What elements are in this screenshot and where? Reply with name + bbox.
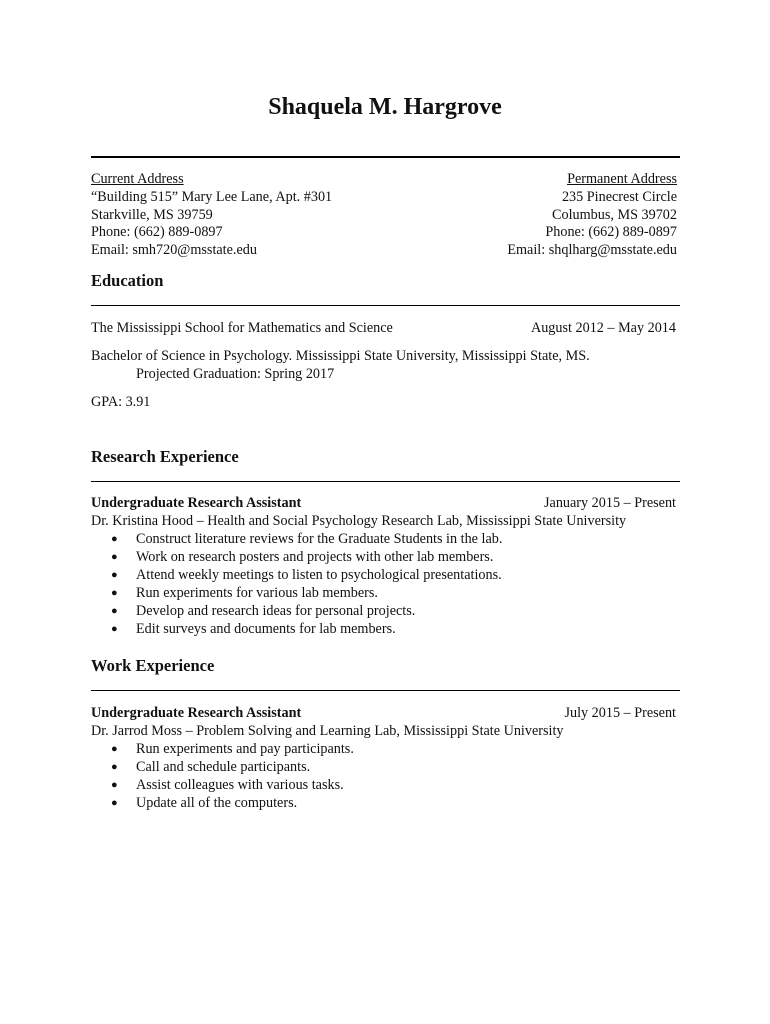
list-item: ● Run experiments for various lab members. <box>111 584 378 601</box>
work-dates: July 2015 – Present <box>564 705 676 721</box>
list-item: ● Develop and research ideas for personal projects. <box>111 602 416 619</box>
bullet-icon: ● <box>111 550 118 563</box>
list-item: ● Construct literature reviews for the Graduate Students in the lab. <box>111 531 503 547</box>
current-address-phone: Phone: (662) 889-0897 <box>91 224 223 241</box>
list-item: ● Edit surveys and documents for lab members. <box>111 620 396 637</box>
permanent-address-line2: Columbus, MS 39702 <box>552 206 677 223</box>
current-address-line2: Starkville, MS 39759 <box>91 206 213 223</box>
resume-name: Shaquela M. Hargrove <box>268 94 502 120</box>
list-item: ● Attend weekly meetings to listen to psychological presentations. <box>111 566 502 583</box>
bullet-icon: ● <box>111 622 118 635</box>
current-address-block <box>91 171 332 260</box>
work-heading: Work Experience <box>91 656 215 675</box>
permanent-address-block <box>507 171 677 260</box>
permanent-address-heading: Permanent Address <box>567 171 677 187</box>
research-divider <box>91 481 680 482</box>
education-heading: Education <box>91 271 164 290</box>
education-degree: Bachelor of Science in Psychology. Mississippi State University, Mississippi State, MS. <box>91 348 590 364</box>
list-item: ● Call and schedule participants. <box>111 758 311 775</box>
bullet-icon: ● <box>111 533 118 545</box>
list-item: ● Work on research posters and projects with other lab members. <box>111 548 494 565</box>
current-address-email: Email: smh720@msstate.edu <box>91 242 257 259</box>
research-org: Dr. Kristina Hood – Health and Social Psychology Research Lab, Mississippi State University <box>91 513 627 529</box>
work-org: Dr. Jarrod Moss – Problem Solving and Learning Lab, Mississippi State University <box>91 723 564 739</box>
education-gpa: GPA: 3.91 <box>91 394 151 410</box>
bullet-icon: ● <box>111 604 118 617</box>
research-bullet-list <box>109 531 502 638</box>
permanent-address-phone: Phone: (662) 889-0897 <box>545 224 677 241</box>
permanent-address-email: Email: shqlharg@msstate.edu <box>507 242 677 259</box>
research-dates: January 2015 – Present <box>544 495 676 511</box>
current-address-heading: Current Address <box>91 171 184 187</box>
work-role: Undergraduate Research Assistant <box>91 705 302 721</box>
bullet-icon: ● <box>111 778 118 791</box>
list-item: ● Update all of the computers. <box>111 794 298 811</box>
work-divider <box>91 690 680 691</box>
education-graduation: Projected Graduation: Spring 2017 <box>136 366 335 382</box>
permanent-address-line1: 235 Pinecrest Circle <box>561 188 677 205</box>
bullet-icon: ● <box>111 760 118 773</box>
bullet-icon: ● <box>111 796 118 809</box>
bullet-icon: ● <box>111 568 118 581</box>
work-bullet-list <box>109 741 354 813</box>
bullet-icon: ● <box>111 743 118 755</box>
header-divider <box>91 156 680 158</box>
education-school-dates: August 2012 – May 2014 <box>530 320 676 336</box>
research-role: Undergraduate Research Assistant <box>91 495 302 511</box>
education-school: The Mississippi School for Mathematics and Science <box>91 320 393 336</box>
current-address-line1: “Building 515” Mary Lee Lane, Apt. #301 <box>91 188 333 205</box>
research-heading: Research Experience <box>91 447 239 466</box>
bullet-icon: ● <box>111 586 118 599</box>
list-item: ● Run experiments and pay participants. <box>111 741 354 757</box>
education-divider <box>91 305 680 306</box>
list-item: ● Assist colleagues with various tasks. <box>111 776 344 793</box>
